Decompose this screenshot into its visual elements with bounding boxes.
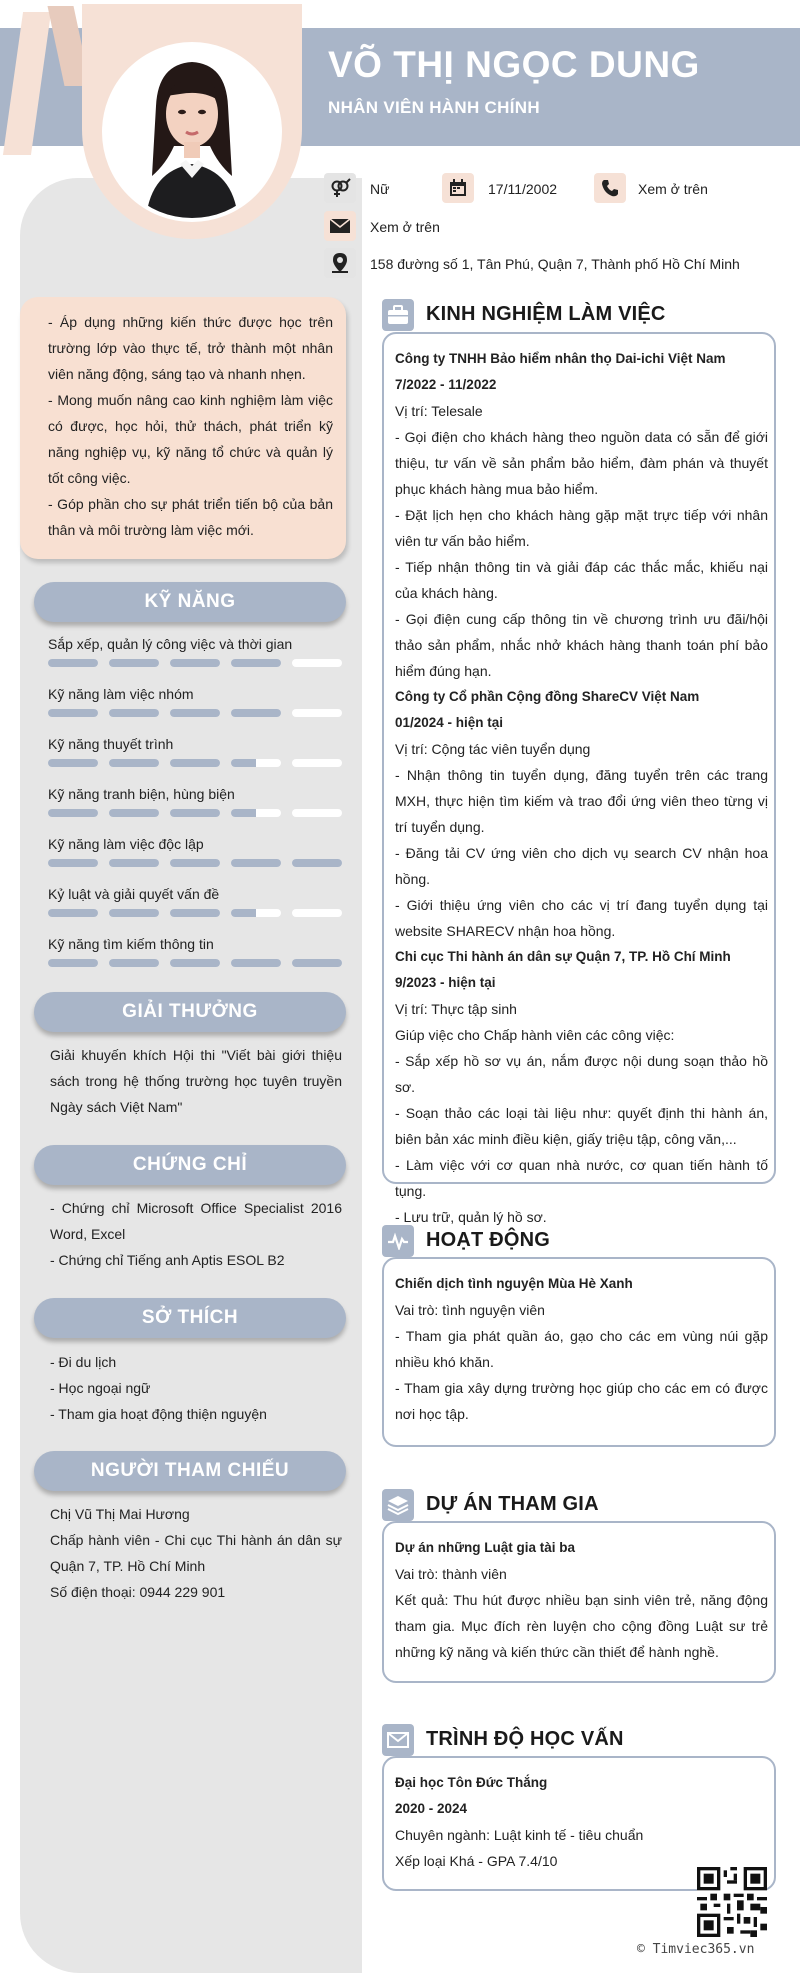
hobby-item: - Đi du lịch xyxy=(50,1354,117,1370)
hobby-item: - Tham gia hoạt động thiện nguyện xyxy=(50,1406,267,1422)
skill-name: Sắp xếp, quản lý công việc và thời gian xyxy=(48,636,293,652)
experience-box xyxy=(382,332,776,1225)
skill-bar-segment xyxy=(292,809,342,817)
candidate-name: VÕ THỊ NGỌC DUNG xyxy=(328,44,700,85)
skill-bar-segment xyxy=(48,959,98,967)
hobby-item: - Học ngoại ngữ xyxy=(50,1380,151,1396)
project-name: Dự án những Luật gia tài ba xyxy=(395,1540,576,1555)
envelope-icon xyxy=(382,1724,414,1756)
education-heading: TRÌNH ĐỘ HỌC VẤN xyxy=(426,1728,624,1750)
company-name: Chi cục Thi hành án dân sự Quận 7, TP. Hồ Chí Minh xyxy=(395,949,731,964)
skill-bar-segment xyxy=(48,659,98,667)
skill-bar-segment xyxy=(292,959,342,967)
skill-bar-segment xyxy=(170,959,220,967)
job-detail: - Tiếp nhận thông tin và giải đáp các thắc mắc, khiếu nại của khách hàng. xyxy=(395,559,768,601)
major: Chuyên ngành: Luật kinh tế - tiêu chuẩn xyxy=(395,1827,644,1843)
skill-bar-segment xyxy=(231,859,281,867)
job-detail: Giúp việc cho Chấp hành viên các công việc: xyxy=(395,1027,675,1043)
skill-bar-segment xyxy=(48,709,98,717)
phone-value: Xem ở trên xyxy=(638,181,708,197)
activity-detail: - Tham gia phát quần áo, gạo cho các em vùng núi gặp nhiều khó khăn. xyxy=(395,1328,768,1370)
job-detail: - Gọi điện cung cấp thông tin về chương trình ưu đãi/hội thảo sản phẩm, nhắc nhở khách hàng thanh toán phí bảo hiểm đúng hạn. xyxy=(395,611,768,679)
projects-heading: DỰ ÁN THAM GIA xyxy=(426,1493,599,1515)
skill-bar-segment xyxy=(109,759,159,767)
skill-name: Kỹ năng làm việc độc lập xyxy=(48,836,204,852)
skill-bar-segment xyxy=(231,759,281,767)
skill-bar-segment xyxy=(292,859,342,867)
awards-heading: GIẢI THƯỞNG xyxy=(34,992,346,1032)
gender-value: Nữ xyxy=(370,181,390,197)
study-period: 2020 - 2024 xyxy=(395,1801,468,1816)
award-text: Giải khuyến khích Hội thi "Viết bài giới thiệu sách trong hệ thống trường học tuyên truyền Ngày sách Việt Nam" xyxy=(50,1047,342,1115)
project-role: Vai trò: thành viên xyxy=(395,1566,507,1582)
skill-bar-segment xyxy=(109,859,159,867)
job-role: Vị trí: Telesale xyxy=(395,403,483,419)
experience-heading: KINH NGHIỆM LÀM VIỆC xyxy=(426,303,666,325)
skill-level-bar xyxy=(48,909,342,917)
skill-bar-segment xyxy=(48,809,98,817)
activity-role: Vai trò: tình nguyện viên xyxy=(395,1302,545,1318)
job-detail: - Giới thiệu ứng viên cho các vị trí đang tuyển dụng tại website SHARECV nhận hoa hồng. xyxy=(395,897,768,939)
skill-level-bar xyxy=(48,859,342,867)
job-period: 9/2023 - hiện tại xyxy=(395,975,496,990)
activity-name: Chiến dịch tình nguyện Mùa Hè Xanh xyxy=(395,1276,633,1291)
layers-icon xyxy=(382,1489,414,1521)
job-detail: - Đặt lịch hẹn cho khách hàng gặp mặt trực tiếp với nhân viên tư vấn bảo hiểm. xyxy=(395,507,768,549)
skill-level-bar xyxy=(48,659,342,667)
skill-bar-segment xyxy=(48,759,98,767)
activity-detail: - Tham gia xây dựng trường học giúp cho các em có được nơi học tập. xyxy=(395,1380,768,1422)
skill-level-bar xyxy=(48,709,342,717)
skill-bar-segment xyxy=(109,659,159,667)
objective-paragraph: - Góp phần cho sự phát triển tiến bộ của bản thân và môi trường làm việc mới. xyxy=(48,496,333,538)
skill-level-bar xyxy=(48,959,342,967)
skill-bar-segment xyxy=(109,909,159,917)
activities-box xyxy=(382,1257,776,1447)
skill-name: Kỹ năng tìm kiếm thông tin xyxy=(48,936,214,952)
objective-paragraph: - Áp dụng những kiến thức được học trên trường lớp vào thực tế, trở thành một nhân viên năng động, sáng tạo và nhanh nhẹn. xyxy=(48,314,333,382)
skill-bar-segment xyxy=(292,659,342,667)
company-name: Công ty TNHH Bảo hiểm nhân thọ Dai-ichi Việt Nam xyxy=(395,351,726,366)
skill-level-bar xyxy=(48,809,342,817)
skill-bar-segment xyxy=(170,859,220,867)
skill-bar-segment xyxy=(170,759,220,767)
skill-bar-segment xyxy=(231,659,281,667)
job-detail: - Sắp xếp hồ sơ vụ án, nắm được nội dung soạn thảo hồ sơ. xyxy=(395,1053,768,1095)
skill-bar-segment xyxy=(170,809,220,817)
certificate-item: - Chứng chỉ Microsoft Office Specialist 2016 Word, Excel xyxy=(50,1200,342,1242)
skill-level-bar xyxy=(48,759,342,767)
skill-bar-segment xyxy=(109,809,159,817)
job-title: NHÂN VIÊN HÀNH CHÍNH xyxy=(328,98,540,117)
career-objective xyxy=(20,297,346,559)
job-detail: - Soạn thảo các loại tài liệu như: quyết định thi hành án, biên bản xác minh điều kiện, giấy triệu tập, công văn,... xyxy=(395,1105,768,1147)
job-detail: - Gọi điện cho khách hàng theo nguồn data có sẵn để giới thiệu, tư vấn về sản phẩm bảo hiểm, đàm phán và thuyết phục khách hàng mua bảo hiểm. xyxy=(395,429,768,497)
skill-bar-segment xyxy=(170,909,220,917)
skill-name: Kỹ năng tranh biện, hùng biện xyxy=(48,786,235,802)
job-detail: - Đăng tải CV ứng viên cho dịch vụ search CV nhận hoa hồng. xyxy=(395,845,768,887)
pulse-icon xyxy=(382,1225,414,1257)
skill-bar-segment xyxy=(231,959,281,967)
job-detail: - Làm việc với cơ quan nhà nước, cơ quan tiến hành tố tụng. xyxy=(395,1157,768,1199)
email-value: Xem ở trên xyxy=(370,219,440,235)
skill-name: Kỹ năng làm việc nhóm xyxy=(48,686,194,702)
calendar-icon xyxy=(442,173,474,203)
job-detail: - Lưu trữ, quản lý hồ sơ. xyxy=(395,1209,547,1225)
watermark: © Timviec365.vn xyxy=(637,1942,755,1957)
certificate-item: - Chứng chỉ Tiếng anh Aptis ESOL B2 xyxy=(50,1252,285,1268)
qr-code-icon xyxy=(697,1867,767,1937)
certificates-heading: CHỨNG CHỈ xyxy=(34,1145,346,1185)
skill-bar-segment xyxy=(48,859,98,867)
projects-box xyxy=(382,1521,776,1683)
skill-bar-segment xyxy=(170,659,220,667)
activities-heading: HOẠT ĐỘNG xyxy=(426,1229,551,1251)
skill-bar-segment xyxy=(48,909,98,917)
hobbies-heading: SỞ THÍCH xyxy=(34,1298,346,1338)
certificate-list xyxy=(50,1195,342,1273)
grade: Xếp loại Khá - GPA 7.4/10 xyxy=(395,1853,558,1869)
reference-line: Chị Vũ Thị Mai Hương xyxy=(50,1506,190,1522)
skill-bar-segment xyxy=(109,959,159,967)
job-period: 01/2024 - hiện tại xyxy=(395,715,504,730)
hobby-list xyxy=(50,1349,342,1427)
gender-icon xyxy=(324,173,356,203)
address-value: 158 đường số 1, Tân Phú, Quận 7, Thành phố Hồ Chí Minh xyxy=(370,256,740,272)
phone-icon xyxy=(594,173,626,203)
skill-bar-segment xyxy=(292,759,342,767)
skill-name: Kỹ năng thuyết trình xyxy=(48,736,174,752)
skill-bar-segment xyxy=(231,809,281,817)
skill-bar-segment xyxy=(292,709,342,717)
email-icon xyxy=(324,211,356,241)
reference-line: Chấp hành viên - Chi cục Thi hành án dân sự Quận 7, TP. Hồ Chí Minh xyxy=(50,1532,342,1574)
reference-line: Số điện thoại: 0944 229 901 xyxy=(50,1584,226,1600)
skill-bar-segment xyxy=(231,909,281,917)
skill-bar-segment xyxy=(231,709,281,717)
job-role: Vị trí: Cộng tác viên tuyển dụng xyxy=(395,741,591,757)
skill-name: Kỷ luật và giải quyết vấn đề xyxy=(48,886,220,902)
skills-heading: KỸ NĂNG xyxy=(34,582,346,622)
school-name: Đại học Tôn Đức Thắng xyxy=(395,1775,548,1790)
company-name: Công ty Cổ phần Cộng đồng ShareCV Việt Nam xyxy=(395,689,700,704)
birthday-value: 17/11/2002 xyxy=(488,181,558,197)
skill-bar-segment xyxy=(170,709,220,717)
objective-paragraph: - Mong muốn nâng cao kinh nghiệm làm việc có được, học hỏi, thử thách, phát triển kỹ năng nghiệp vụ, kỹ năng tổ chức và quản lý tốt công việc. xyxy=(48,392,333,486)
job-role: Vị trí: Thực tập sinh xyxy=(395,1001,517,1017)
location-icon xyxy=(324,248,356,278)
job-period: 7/2022 - 11/2022 xyxy=(395,377,497,392)
skill-bar-segment xyxy=(292,909,342,917)
avatar xyxy=(102,42,282,222)
reference-details xyxy=(50,1501,342,1605)
briefcase-icon xyxy=(382,299,414,331)
job-detail: - Nhận thông tin tuyển dụng, đăng tuyển trên các trang MXH, thực hiện tìm kiếm và trao đổi ứng viên theo từng vị trí tuyển dụng. xyxy=(395,767,768,835)
project-result: Kết quả: Thu hút được nhiều bạn sinh viên trẻ, năng động tham gia. Mục đích rèn luyện cho cộng đồng Luật sư trẻ những kỹ năng và kiến thức cần thiết để hành nghề. xyxy=(395,1592,768,1660)
references-heading: NGƯỜI THAM CHIẾU xyxy=(34,1451,346,1491)
skill-bar-segment xyxy=(109,709,159,717)
